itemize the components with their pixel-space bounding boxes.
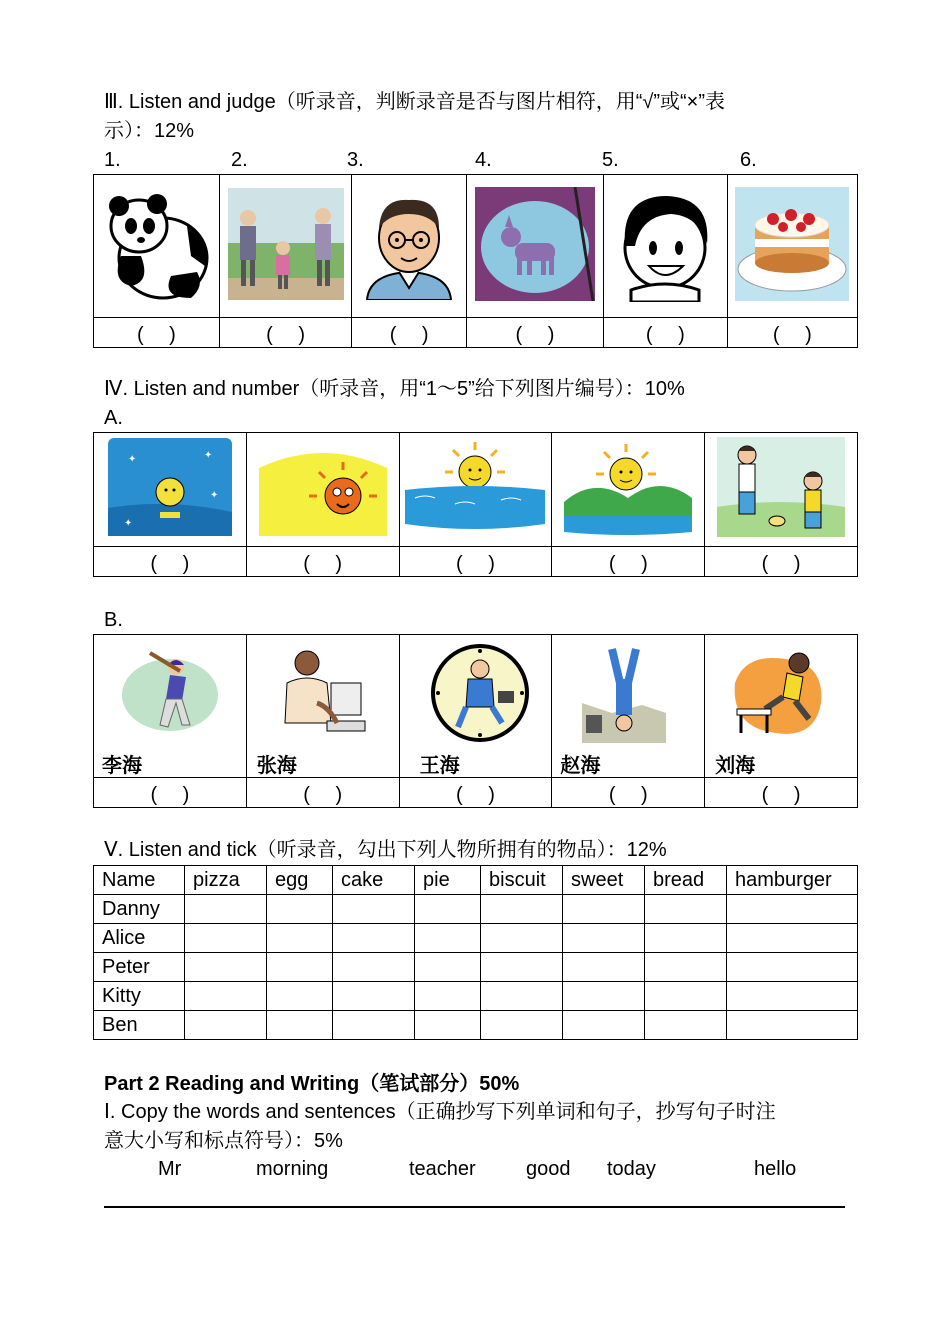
item-number-6: 6. [740, 149, 757, 171]
tick-cell[interactable] [333, 953, 415, 982]
number-a-answer-5[interactable]: ( ) [705, 547, 858, 577]
tick-cell[interactable] [727, 1011, 858, 1040]
tick-cell[interactable] [185, 1011, 267, 1040]
tick-cell[interactable] [333, 1011, 415, 1040]
number-a-picture-1 [94, 433, 247, 547]
svg-text:✦: ✦ [209, 490, 219, 501]
table-row [94, 953, 858, 982]
baseball-player-icon [120, 645, 220, 737]
judge-picture-4 [466, 175, 603, 318]
number-b-cell-5 [705, 635, 858, 778]
tick-cell[interactable] [333, 924, 415, 953]
copy-word-1: Mr [158, 1158, 182, 1180]
family-wave-icon [717, 437, 845, 537]
judge-answer-5[interactable]: ( ) [604, 318, 728, 348]
tick-cell[interactable] [185, 924, 267, 953]
handstand-icon [582, 643, 666, 743]
tick-cell[interactable] [727, 953, 858, 982]
tick-cell[interactable] [415, 924, 481, 953]
tick-cell[interactable] [481, 924, 563, 953]
copy-word-6: hello [754, 1158, 797, 1180]
number-b-cell-4 [552, 635, 705, 778]
copy-word-2: morning [256, 1158, 329, 1180]
cake-icon [735, 187, 849, 301]
dog-icon [475, 187, 595, 301]
student-name-2: 张海 [256, 753, 297, 777]
number-b-answer-1[interactable]: ( ) [94, 778, 247, 808]
judge-picture-5 [604, 175, 728, 318]
number-b-answer-4[interactable]: ( ) [552, 778, 705, 808]
girl-face-icon [611, 186, 719, 302]
tick-cell[interactable] [727, 895, 858, 924]
header-sweet: sweet [563, 866, 645, 895]
number-b-answer-2[interactable]: ( ) [246, 778, 399, 808]
tick-cell[interactable] [645, 953, 727, 982]
computer-man-icon [277, 643, 369, 743]
part-a-label: A. [104, 407, 123, 429]
tick-cell[interactable] [415, 953, 481, 982]
header-cake: cake [333, 866, 415, 895]
student-name-1: 李海 [102, 753, 142, 777]
row-name: Kitty [94, 982, 185, 1011]
family-park-icon [228, 188, 344, 300]
header-egg: egg [267, 866, 333, 895]
item-number-3: 3. [347, 149, 364, 171]
student-name-3: 王海 [419, 753, 460, 777]
tick-cell[interactable] [563, 924, 645, 953]
number-b-cell-1 [94, 635, 247, 778]
copy-word-5: today [607, 1158, 656, 1180]
tick-cell[interactable] [415, 895, 481, 924]
tick-cell[interactable] [645, 982, 727, 1011]
item-number-1: 1. [104, 149, 121, 171]
judge-picture-1 [94, 175, 220, 318]
judge-answer-3[interactable]: ( ) [352, 318, 466, 348]
tick-cell[interactable] [645, 1011, 727, 1040]
row-name: Peter [94, 953, 185, 982]
judge-table [93, 174, 858, 348]
tick-cell[interactable] [185, 953, 267, 982]
item-number-5: 5. [602, 149, 619, 171]
number-table-b [93, 634, 858, 808]
tick-cell[interactable] [267, 895, 333, 924]
clock-man-icon [430, 643, 530, 743]
tick-cell[interactable] [415, 982, 481, 1011]
item-number-4: 4. [475, 149, 492, 171]
number-a-answer-1[interactable]: ( ) [94, 547, 247, 577]
tick-cell[interactable] [267, 953, 333, 982]
judge-picture-6 [727, 175, 857, 318]
number-a-picture-3 [399, 433, 552, 547]
tick-cell[interactable] [727, 982, 858, 1011]
sun-noon-icon [259, 438, 387, 536]
table-row [94, 924, 858, 953]
tick-cell[interactable] [333, 982, 415, 1011]
panda-icon [101, 186, 211, 302]
man-glasses-icon [359, 188, 459, 300]
number-a-picture-2 [246, 433, 399, 547]
tick-cell[interactable] [727, 924, 858, 953]
svg-text:✦: ✦ [127, 454, 137, 465]
tick-table [93, 865, 858, 1040]
tick-cell[interactable] [333, 895, 415, 924]
row-name: Alice [94, 924, 185, 953]
table-row [94, 982, 858, 1011]
tick-cell[interactable] [267, 1011, 333, 1040]
student-name-4: 赵海 [560, 753, 601, 777]
part2-section1-line2: 意大小写和标点符号）：5% [104, 1130, 343, 1152]
header-pie: pie [415, 866, 481, 895]
row-name: Ben [94, 1011, 185, 1040]
tick-cell[interactable] [481, 953, 563, 982]
tick-cell[interactable] [185, 982, 267, 1011]
moon-night-icon [108, 438, 232, 536]
item-number-2: 2. [231, 149, 248, 171]
tick-cell[interactable] [481, 1011, 563, 1040]
sunrise-sea-icon [405, 438, 545, 536]
number-a-answer-3[interactable]: ( ) [399, 547, 552, 577]
number-a-answer-4[interactable]: ( ) [552, 547, 705, 577]
tick-cell[interactable] [267, 924, 333, 953]
section4-title: Ⅳ. Listen and number（听录音，用“1～5”给下列图片编号）：10% [104, 378, 685, 400]
tick-cell[interactable] [481, 895, 563, 924]
table-row [94, 1011, 858, 1040]
number-a-answer-2[interactable]: ( ) [246, 547, 399, 577]
header-pizza: pizza [185, 866, 267, 895]
tick-cell[interactable] [267, 982, 333, 1011]
header-name: Name [94, 866, 185, 895]
judge-picture-3 [352, 175, 466, 318]
writing-line[interactable] [104, 1206, 845, 1208]
tick-cell[interactable] [185, 895, 267, 924]
number-a-picture-4 [552, 433, 705, 547]
tick-cell[interactable] [645, 895, 727, 924]
sunrise-hills-icon [564, 438, 692, 536]
number-b-cell-2 [246, 635, 399, 778]
number-b-answer-5[interactable]: ( ) [705, 778, 858, 808]
copy-word-3: teacher [409, 1158, 476, 1180]
svg-text:✦: ✦ [203, 450, 213, 461]
number-table-a [93, 432, 858, 577]
judge-answer-1[interactable]: ( ) [94, 318, 220, 348]
part2-section1-line1: Ⅰ. Copy the words and sentences（正确抄写下列单词和句子，抄写句子时注 [104, 1101, 776, 1123]
tick-cell[interactable] [563, 953, 645, 982]
tick-cell[interactable] [563, 982, 645, 1011]
part2-title: Part 2 Reading and Writing（笔试部分）50% [104, 1073, 520, 1095]
tick-cell[interactable] [563, 895, 645, 924]
row-name: Danny [94, 895, 185, 924]
header-hamburger: hamburger [727, 866, 858, 895]
judge-answer-2[interactable]: ( ) [219, 318, 352, 348]
tick-cell[interactable] [415, 1011, 481, 1040]
header-bread: bread [645, 866, 727, 895]
part-b-label: B. [104, 609, 123, 631]
section3-title-line2: 示）：12% [104, 120, 195, 142]
tick-cell[interactable] [481, 982, 563, 1011]
tick-cell[interactable] [563, 1011, 645, 1040]
hurdle-runner-icon [725, 643, 829, 743]
judge-picture-2 [219, 175, 352, 318]
student-name-5: 刘海 [715, 753, 756, 777]
judge-answer-6[interactable]: ( ) [727, 318, 857, 348]
number-b-answer-3[interactable]: ( ) [399, 778, 552, 808]
tick-cell[interactable] [645, 924, 727, 953]
number-a-picture-5 [705, 433, 858, 547]
section3-title-line1: Ⅲ. Listen and judge（听录音，判断录音是否与图片相符，用“√”或“×”表 [104, 91, 725, 113]
number-b-cell-3 [399, 635, 552, 778]
header-biscuit: biscuit [481, 866, 563, 895]
table-row [94, 895, 858, 924]
svg-text:✦: ✦ [123, 518, 133, 529]
copy-word-4: good [526, 1158, 571, 1180]
section5-title: Ⅴ. Listen and tick（听录音，勾出下列人物所拥有的物品）：12% [104, 839, 667, 861]
judge-answer-4[interactable]: ( ) [466, 318, 603, 348]
